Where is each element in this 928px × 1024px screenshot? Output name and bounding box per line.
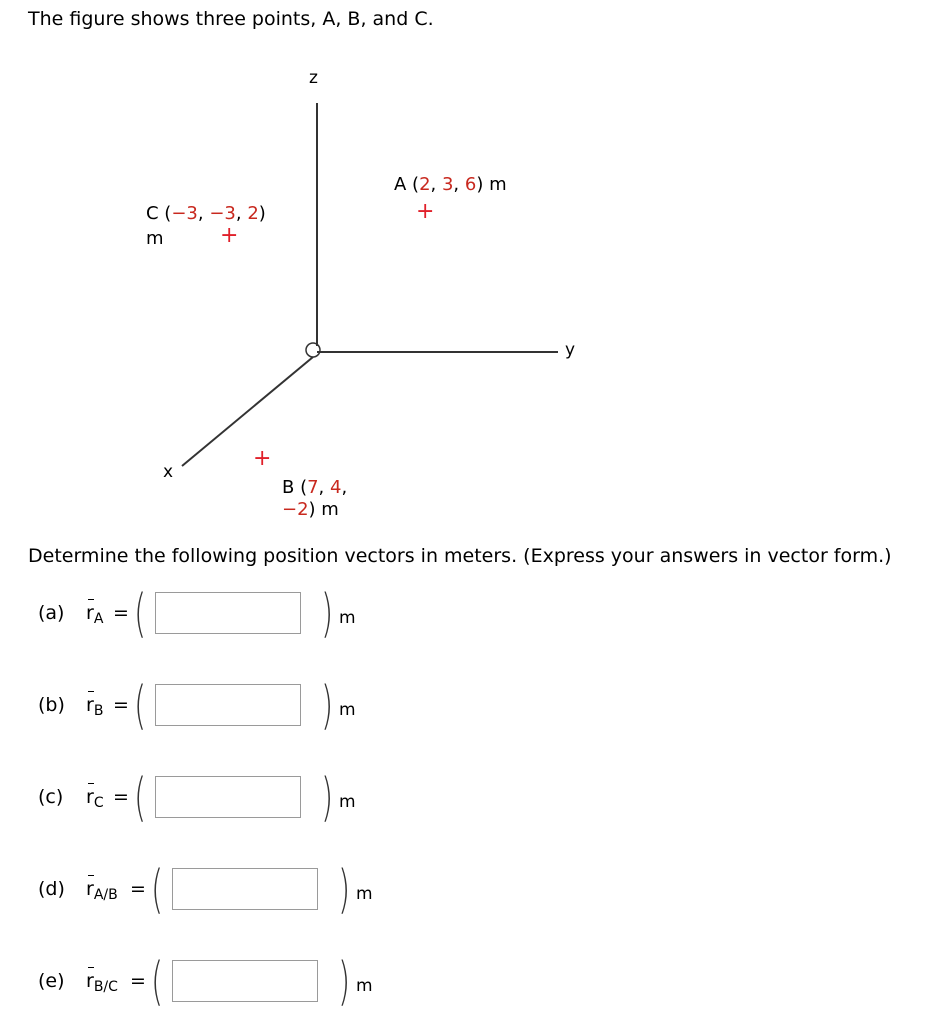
vector-symbol: $r_A$ — [86, 602, 104, 627]
point-c-label-unit: m — [146, 228, 164, 249]
answer-input-d[interactable] — [173, 869, 317, 909]
open-paren: ( — [134, 676, 147, 736]
equals-sign: = — [113, 602, 129, 624]
equals-sign: = — [130, 878, 146, 900]
origin-marker — [306, 343, 320, 357]
problem-label: (a) — [38, 602, 65, 624]
point-b-label: B (7, 4, — [282, 477, 348, 498]
answer-box[interactable] — [155, 776, 301, 818]
open-paren: ( — [134, 768, 147, 828]
point-b-label-line2: −2) m — [282, 499, 339, 520]
close-paren: ) — [321, 584, 334, 644]
close-paren: ) — [338, 952, 351, 1012]
equals-sign: = — [130, 970, 146, 992]
equals-sign: = — [113, 786, 129, 808]
vector-symbol: $r_B$ — [86, 694, 104, 719]
answer-input-a[interactable] — [156, 593, 300, 633]
answer-box[interactable] — [172, 868, 318, 910]
answer-box[interactable] — [155, 684, 301, 726]
answer-input-b[interactable] — [156, 685, 300, 725]
open-paren: ( — [134, 584, 147, 644]
point-a-label: A (2, 3, 6) m — [394, 174, 507, 195]
unit-label: m — [339, 608, 356, 628]
point-a-marker: + — [416, 199, 435, 224]
instruction-text: Determine the following position vectors in meters. (Express your answers in vector form.) — [28, 545, 892, 567]
intro-text: The figure shows three points, A, B, and C. — [28, 8, 434, 30]
problem-label: (e) — [38, 970, 65, 992]
point-c-marker: + — [220, 223, 239, 248]
x-axis-label: x — [163, 462, 174, 482]
unit-label: m — [356, 884, 373, 904]
close-paren: ) — [321, 676, 334, 736]
point-b-marker: + — [253, 446, 272, 471]
point-c-label: C (−3, −3, 2) — [146, 203, 266, 224]
unit-label: m — [339, 792, 356, 812]
problem-label: (b) — [38, 694, 65, 716]
y-axis-label: y — [565, 340, 576, 360]
unit-label: m — [339, 700, 356, 720]
problem-label: (c) — [38, 786, 64, 808]
vector-symbol: $r_C$ — [86, 786, 104, 811]
vector-symbol: $r_{A/B}$ — [86, 878, 118, 903]
close-paren: ) — [338, 860, 351, 920]
z-axis-label: z — [309, 68, 318, 88]
vector-symbol: $r_{B/C}$ — [86, 970, 118, 995]
answer-box[interactable] — [172, 960, 318, 1002]
x-axis-line — [182, 357, 313, 466]
unit-label: m — [356, 976, 373, 996]
problem-label: (d) — [38, 878, 65, 900]
open-paren: ( — [151, 860, 164, 920]
equals-sign: = — [113, 694, 129, 716]
answer-box[interactable] — [155, 592, 301, 634]
answer-input-e[interactable] — [173, 961, 317, 1001]
answer-input-c[interactable] — [156, 777, 300, 817]
close-paren: ) — [321, 768, 334, 828]
open-paren: ( — [151, 952, 164, 1012]
